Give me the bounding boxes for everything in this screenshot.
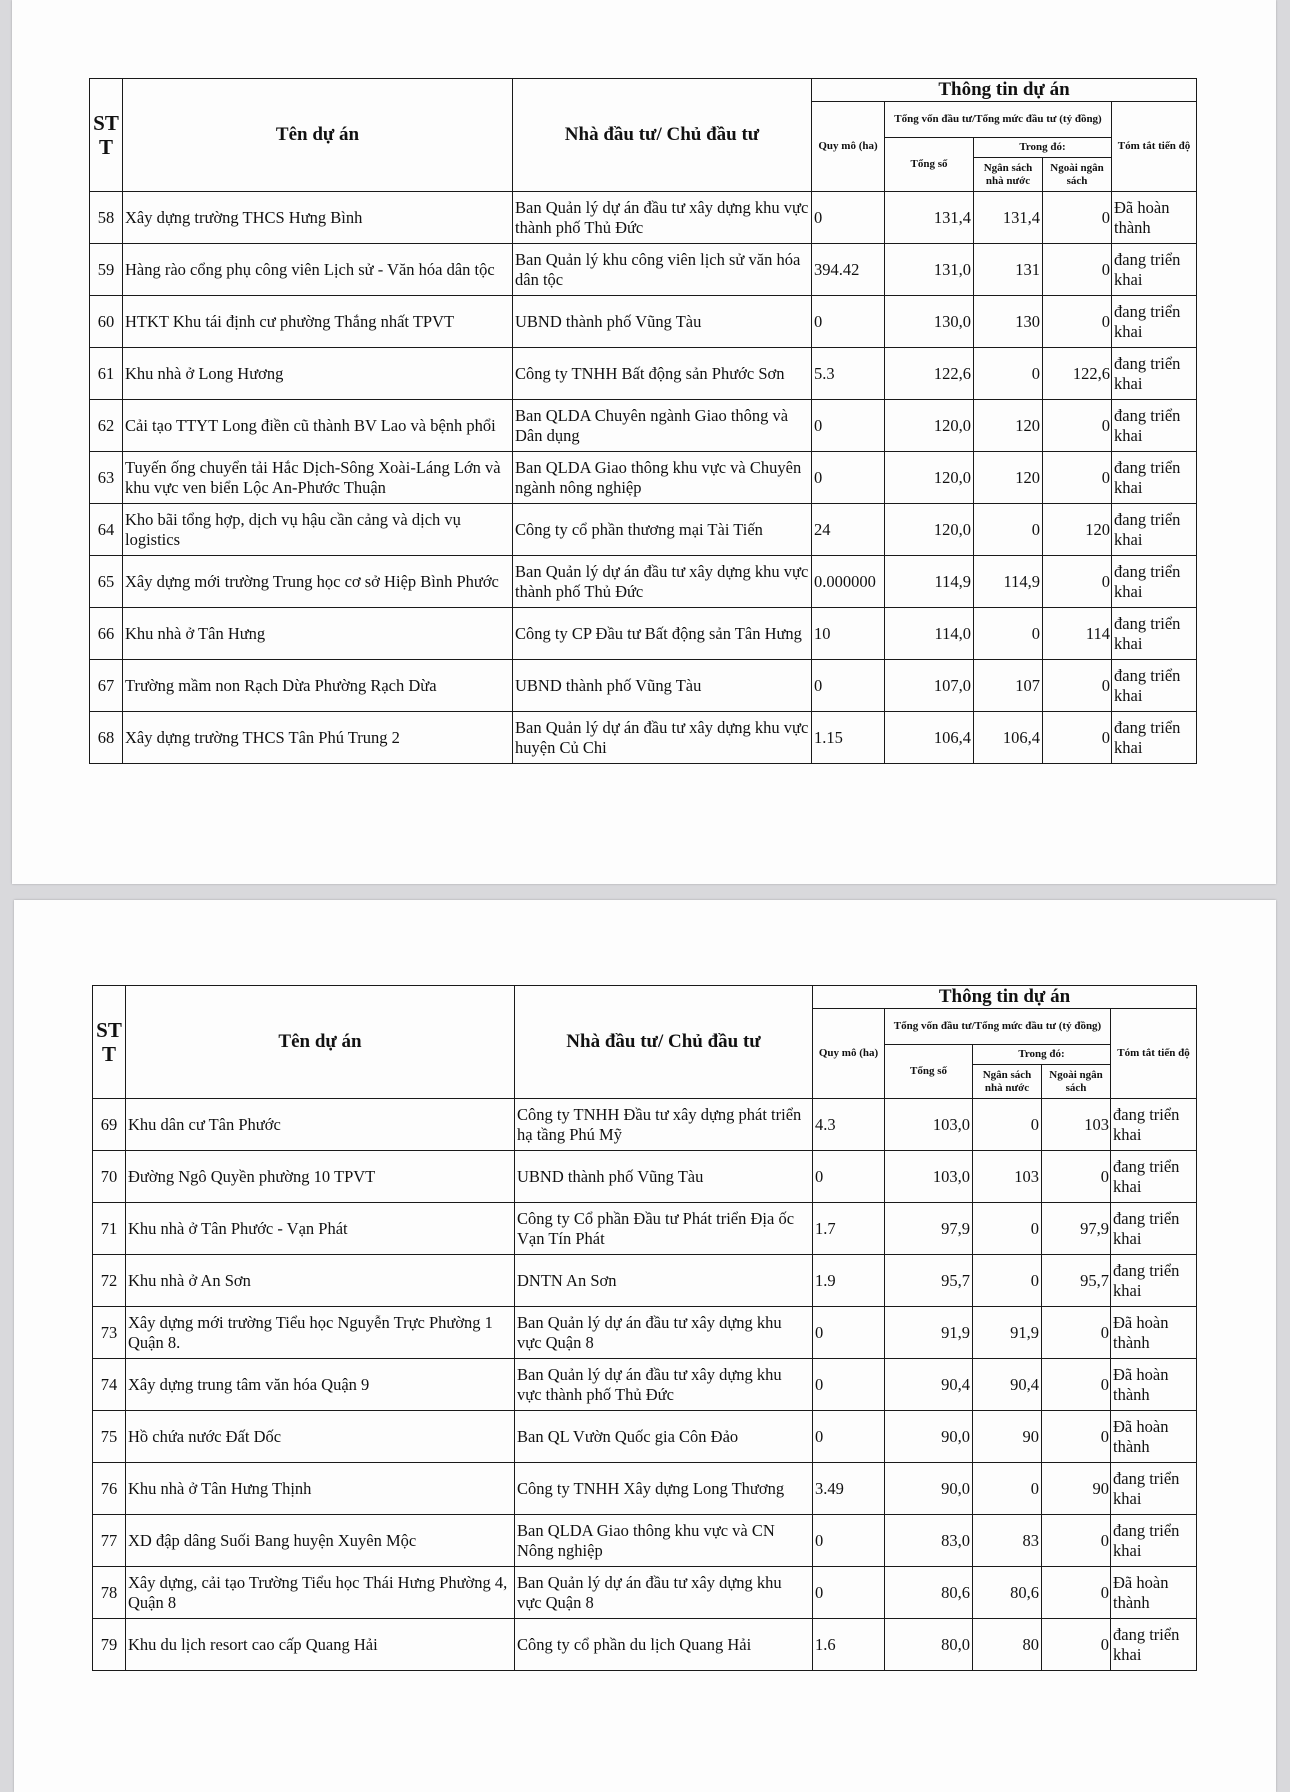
cell-progress: đang triển khai: [1111, 1099, 1197, 1151]
cell-scale: 0: [813, 1307, 885, 1359]
cell-project-name: Cải tạo TTYT Long điền cũ thành BV Lao và bệnh phổi: [123, 400, 513, 452]
cell-state-budget: 80,6: [973, 1567, 1042, 1619]
cell-stt: 74: [93, 1359, 126, 1411]
header-total-capital: Tổng vốn đầu tư/Tổng mức đầu tư (tỷ đồng): [885, 102, 1112, 138]
cell-scale: 1.9: [813, 1255, 885, 1307]
table-header: [90, 79, 1197, 192]
cell-progress: đang triển khai: [1112, 400, 1197, 452]
cell-scale: 3.49: [813, 1463, 885, 1515]
header-total: Tổng số: [885, 138, 974, 192]
cell-investor: Ban QL Vườn Quốc gia Côn Đảo: [515, 1411, 813, 1463]
cell-investor: DNTN An Sơn: [515, 1255, 813, 1307]
cell-total: 83,0: [885, 1515, 973, 1567]
cell-progress: đang triển khai: [1112, 712, 1197, 764]
cell-non-state-budget: 0: [1043, 452, 1112, 504]
cell-stt: 79: [93, 1619, 126, 1671]
document-page-1: [12, 0, 1276, 884]
cell-scale: 1.15: [812, 712, 885, 764]
cell-state-budget: 0: [973, 1099, 1042, 1151]
cell-non-state-budget: 0: [1043, 660, 1112, 712]
cell-state-budget: 91,9: [973, 1307, 1042, 1359]
cell-investor: Công ty TNHH Đầu tư xây dựng phát triển hạ tầng Phú Mỹ: [515, 1099, 813, 1151]
table-row: [90, 452, 1197, 504]
cell-state-budget: 0: [974, 608, 1043, 660]
cell-stt: 62: [90, 400, 123, 452]
cell-total: 95,7: [885, 1255, 973, 1307]
cell-non-state-budget: 0: [1043, 556, 1112, 608]
header-project-info: Thông tin dự án: [812, 79, 1197, 102]
cell-progress: đang triển khai: [1112, 452, 1197, 504]
cell-project-name: Trường mầm non Rạch Dừa Phường Rạch Dừa: [123, 660, 513, 712]
table-row: [90, 348, 1197, 400]
table-row: [90, 400, 1197, 452]
cell-scale: 0: [813, 1151, 885, 1203]
cell-total: 114,0: [885, 608, 974, 660]
cell-project-name: Khu dân cư Tân Phước: [126, 1099, 515, 1151]
cell-project-name: Khu nhà ở Tân Hưng: [123, 608, 513, 660]
cell-scale: 394.42: [812, 244, 885, 296]
cell-investor: Công ty TNHH Xây dựng Long Thương: [515, 1463, 813, 1515]
cell-state-budget: 130: [974, 296, 1043, 348]
cell-stt: 72: [93, 1255, 126, 1307]
cell-total: 107,0: [885, 660, 974, 712]
cell-project-name: Kho bãi tổng hợp, dịch vụ hậu cần cảng và dịch vụ logistics: [123, 504, 513, 556]
table-row: [90, 556, 1197, 608]
cell-stt: 58: [90, 192, 123, 244]
cell-investor: UBND thành phố Vũng Tàu: [513, 296, 812, 348]
cell-total: 90,4: [885, 1359, 973, 1411]
cell-progress: Đã hoàn thành: [1111, 1307, 1197, 1359]
cell-investor: Ban Quản lý dự án đầu tư xây dựng khu vực thành phố Thủ Đức: [513, 192, 812, 244]
cell-progress: Đã hoàn thành: [1112, 192, 1197, 244]
cell-investor: Công ty cổ phần thương mại Tài Tiến: [513, 504, 812, 556]
table-row: [90, 244, 1197, 296]
cell-project-name: Xây dựng trường THCS Tân Phú Trung 2: [123, 712, 513, 764]
cell-investor: UBND thành phố Vũng Tàu: [513, 660, 812, 712]
cell-total: 131,4: [885, 192, 974, 244]
cell-state-budget: 114,9: [974, 556, 1043, 608]
cell-total: 103,0: [885, 1099, 973, 1151]
cell-progress: Đã hoàn thành: [1111, 1359, 1197, 1411]
cell-state-budget: 80: [973, 1619, 1042, 1671]
table-row: [93, 1463, 1197, 1515]
cell-total: 114,9: [885, 556, 974, 608]
cell-stt: 59: [90, 244, 123, 296]
header-project-name: Tên dự án: [126, 986, 515, 1099]
cell-stt: 61: [90, 348, 123, 400]
cell-progress: đang triển khai: [1112, 296, 1197, 348]
table-row: [90, 608, 1197, 660]
cell-project-name: Tuyến ống chuyển tải Hắc Dịch-Sông Xoài-Láng Lớn và khu vực ven biển Lộc An-Phước Thuận: [123, 452, 513, 504]
cell-total: 80,0: [885, 1619, 973, 1671]
cell-scale: 0: [812, 192, 885, 244]
cell-total: 120,0: [885, 504, 974, 556]
cell-state-budget: 90: [973, 1411, 1042, 1463]
cell-total: 122,6: [885, 348, 974, 400]
cell-investor: UBND thành phố Vũng Tàu: [515, 1151, 813, 1203]
cell-investor: Công ty TNHH Bất động sản Phước Sơn: [513, 348, 812, 400]
cell-project-name: Đường Ngô Quyền phường 10 TPVT: [126, 1151, 515, 1203]
header-non-state-budget: Ngoài ngân sách: [1042, 1065, 1111, 1099]
cell-project-name: Hồ chứa nước Đất Dốc: [126, 1411, 515, 1463]
cell-stt: 65: [90, 556, 123, 608]
cell-state-budget: 131,4: [974, 192, 1043, 244]
cell-state-budget: 103: [973, 1151, 1042, 1203]
header-project-name: Tên dự án: [123, 79, 513, 192]
cell-state-budget: 131: [974, 244, 1043, 296]
cell-investor: Ban Quản lý dự án đầu tư xây dựng khu vực huyện Củ Chi: [513, 712, 812, 764]
cell-scale: 10: [812, 608, 885, 660]
project-table-1: [89, 78, 1197, 764]
cell-scale: 5.3: [812, 348, 885, 400]
cell-non-state-budget: 0: [1043, 400, 1112, 452]
cell-project-name: Xây dựng trường THCS Hưng Bình: [123, 192, 513, 244]
cell-total: 91,9: [885, 1307, 973, 1359]
cell-investor: Ban Quản lý dự án đầu tư xây dựng khu vực thành phố Thủ Đức: [513, 556, 812, 608]
cell-stt: 76: [93, 1463, 126, 1515]
cell-progress: đang triển khai: [1111, 1255, 1197, 1307]
cell-investor: Ban Quản lý dự án đầu tư xây dựng khu vực Quận 8: [515, 1567, 813, 1619]
cell-project-name: Khu nhà ở Tân Phước - Vạn Phát: [126, 1203, 515, 1255]
cell-total: 130,0: [885, 296, 974, 348]
cell-non-state-budget: 0: [1042, 1619, 1111, 1671]
cell-non-state-budget: 95,7: [1042, 1255, 1111, 1307]
header-total-capital: Tổng vốn đầu tư/Tổng mức đầu tư (tỷ đồng): [885, 1009, 1111, 1045]
table-row: [90, 660, 1197, 712]
cell-non-state-budget: 97,9: [1042, 1203, 1111, 1255]
table-row: [93, 1307, 1197, 1359]
cell-investor: Ban Quản lý khu công viên lịch sử văn hóa dân tộc: [513, 244, 812, 296]
cell-investor: Ban Quản lý dự án đầu tư xây dựng khu vực Quận 8: [515, 1307, 813, 1359]
cell-stt: 75: [93, 1411, 126, 1463]
header-project-info: Thông tin dự án: [813, 986, 1197, 1009]
cell-total: 120,0: [885, 400, 974, 452]
header-of-which: Trong đó:: [974, 138, 1112, 158]
cell-stt: 71: [93, 1203, 126, 1255]
cell-project-name: Khu du lịch resort cao cấp Quang Hải: [126, 1619, 515, 1671]
cell-investor: Ban QLDA Giao thông khu vực và CN Nông nghiệp: [515, 1515, 813, 1567]
cell-scale: 0: [812, 400, 885, 452]
cell-total: 97,9: [885, 1203, 973, 1255]
cell-non-state-budget: 0: [1042, 1411, 1111, 1463]
header-progress: Tóm tắt tiến độ: [1112, 102, 1197, 192]
header-stt: ST T: [90, 79, 123, 192]
cell-state-budget: 0: [974, 504, 1043, 556]
cell-total: 120,0: [885, 452, 974, 504]
cell-investor: Ban Quản lý dự án đầu tư xây dựng khu vực thành phố Thủ Đức: [515, 1359, 813, 1411]
cell-stt: 60: [90, 296, 123, 348]
cell-stt: 66: [90, 608, 123, 660]
cell-scale: 0: [812, 660, 885, 712]
cell-scale: 0: [812, 296, 885, 348]
table-row: [90, 192, 1197, 244]
project-table-2: [92, 985, 1197, 1671]
cell-investor: Công ty cổ phần du lịch Quang Hải: [515, 1619, 813, 1671]
cell-total: 131,0: [885, 244, 974, 296]
header-scale: Quy mô (ha): [812, 102, 885, 192]
cell-project-name: Khu nhà ở An Sơn: [126, 1255, 515, 1307]
header-of-which: Trong đó:: [973, 1045, 1111, 1065]
cell-project-name: XD đập dâng Suối Bang huyện Xuyên Mộc: [126, 1515, 515, 1567]
header-state-budget: Ngân sách nhà nước: [973, 1065, 1042, 1099]
table-row: [93, 1151, 1197, 1203]
cell-non-state-budget: 0: [1043, 192, 1112, 244]
cell-stt: 73: [93, 1307, 126, 1359]
cell-state-budget: 83: [973, 1515, 1042, 1567]
cell-stt: 64: [90, 504, 123, 556]
cell-scale: 0: [813, 1359, 885, 1411]
cell-non-state-budget: 0: [1042, 1567, 1111, 1619]
cell-total: 90,0: [885, 1411, 973, 1463]
cell-progress: đang triển khai: [1111, 1463, 1197, 1515]
cell-stt: 78: [93, 1567, 126, 1619]
cell-total: 103,0: [885, 1151, 973, 1203]
cell-progress: đang triển khai: [1112, 608, 1197, 660]
document-page-2: [14, 900, 1276, 1792]
cell-project-name: Xây dựng trung tâm văn hóa Quận 9: [126, 1359, 515, 1411]
cell-stt: 63: [90, 452, 123, 504]
table-row: [93, 1619, 1197, 1671]
table-row: [93, 1567, 1197, 1619]
cell-scale: 4.3: [813, 1099, 885, 1151]
cell-scale: 1.7: [813, 1203, 885, 1255]
table-body: [90, 192, 1197, 764]
cell-stt: 69: [93, 1099, 126, 1151]
cell-scale: 0: [812, 452, 885, 504]
cell-non-state-budget: 0: [1042, 1359, 1111, 1411]
header-investor: Nhà đầu tư/ Chủ đầu tư: [513, 79, 812, 192]
cell-scale: 0: [813, 1515, 885, 1567]
cell-progress: đang triển khai: [1112, 244, 1197, 296]
cell-non-state-budget: 120: [1043, 504, 1112, 556]
cell-non-state-budget: 0: [1042, 1515, 1111, 1567]
table-row: [93, 1099, 1197, 1151]
cell-non-state-budget: 0: [1043, 244, 1112, 296]
cell-investor: Ban QLDA Giao thông khu vực và Chuyên ngành nông nghiệp: [513, 452, 812, 504]
cell-scale: 24: [812, 504, 885, 556]
table-row: [90, 504, 1197, 556]
cell-progress: đang triển khai: [1111, 1151, 1197, 1203]
cell-project-name: Xây dựng mới trường Trung học cơ sở Hiệp Bình Phước: [123, 556, 513, 608]
cell-non-state-budget: 103: [1042, 1099, 1111, 1151]
table-row: [93, 1359, 1197, 1411]
cell-state-budget: 0: [973, 1463, 1042, 1515]
cell-non-state-budget: 0: [1042, 1151, 1111, 1203]
cell-scale: 0.000000: [812, 556, 885, 608]
cell-stt: 67: [90, 660, 123, 712]
cell-progress: Đã hoàn thành: [1111, 1411, 1197, 1463]
table-row: [93, 1515, 1197, 1567]
cell-project-name: Khu nhà ở Long Hương: [123, 348, 513, 400]
table-row: [90, 712, 1197, 764]
cell-non-state-budget: 0: [1043, 296, 1112, 348]
cell-progress: đang triển khai: [1111, 1203, 1197, 1255]
cell-investor: Ban QLDA Chuyên ngành Giao thông và Dân dụng: [513, 400, 812, 452]
header-scale: Quy mô (ha): [813, 1009, 885, 1099]
cell-state-budget: 0: [974, 348, 1043, 400]
cell-progress: đang triển khai: [1112, 504, 1197, 556]
cell-project-name: HTKT Khu tái định cư phường Thắng nhất TPVT: [123, 296, 513, 348]
cell-progress: đang triển khai: [1111, 1515, 1197, 1567]
cell-investor: Công ty CP Đầu tư Bất động sản Tân Hưng: [513, 608, 812, 660]
cell-total: 106,4: [885, 712, 974, 764]
cell-state-budget: 106,4: [974, 712, 1043, 764]
cell-non-state-budget: 114: [1043, 608, 1112, 660]
header-progress: Tóm tắt tiến độ: [1111, 1009, 1197, 1099]
cell-state-budget: 120: [974, 452, 1043, 504]
cell-non-state-budget: 0: [1042, 1307, 1111, 1359]
table-row: [90, 296, 1197, 348]
header-total: Tổng số: [885, 1045, 973, 1099]
cell-project-name: Xây dựng mới trường Tiểu học Nguyễn Trực Phường 1 Quận 8.: [126, 1307, 515, 1359]
cell-state-budget: 0: [973, 1203, 1042, 1255]
cell-scale: 1.6: [813, 1619, 885, 1671]
header-state-budget: Ngân sách nhà nước: [974, 158, 1043, 192]
table-header: [93, 986, 1197, 1099]
cell-stt: 68: [90, 712, 123, 764]
cell-progress: đang triển khai: [1111, 1619, 1197, 1671]
cell-project-name: Xây dựng, cải tạo Trường Tiểu học Thái Hưng Phường 4, Quận 8: [126, 1567, 515, 1619]
cell-state-budget: 90,4: [973, 1359, 1042, 1411]
table-row: [93, 1203, 1197, 1255]
cell-progress: Đã hoàn thành: [1111, 1567, 1197, 1619]
cell-project-name: Khu nhà ở Tân Hưng Thịnh: [126, 1463, 515, 1515]
cell-non-state-budget: 122,6: [1043, 348, 1112, 400]
cell-non-state-budget: 0: [1043, 712, 1112, 764]
table-row: [93, 1255, 1197, 1307]
cell-state-budget: 107: [974, 660, 1043, 712]
cell-progress: đang triển khai: [1112, 660, 1197, 712]
cell-scale: 0: [813, 1567, 885, 1619]
cell-stt: 77: [93, 1515, 126, 1567]
cell-non-state-budget: 90: [1042, 1463, 1111, 1515]
header-investor: Nhà đầu tư/ Chủ đầu tư: [515, 986, 813, 1099]
cell-state-budget: 0: [973, 1255, 1042, 1307]
cell-progress: đang triển khai: [1112, 348, 1197, 400]
cell-scale: 0: [813, 1411, 885, 1463]
cell-progress: đang triển khai: [1112, 556, 1197, 608]
cell-state-budget: 120: [974, 400, 1043, 452]
table-row: [93, 1411, 1197, 1463]
header-stt: ST T: [93, 986, 126, 1099]
cell-total: 80,6: [885, 1567, 973, 1619]
cell-total: 90,0: [885, 1463, 973, 1515]
cell-project-name: Hàng rào cổng phụ công viên Lịch sử - Văn hóa dân tộc: [123, 244, 513, 296]
header-non-state-budget: Ngoài ngân sách: [1043, 158, 1112, 192]
cell-stt: 70: [93, 1151, 126, 1203]
cell-investor: Công ty Cổ phần Đầu tư Phát triển Địa ốc Vạn Tín Phát: [515, 1203, 813, 1255]
table-body: [93, 1099, 1197, 1671]
